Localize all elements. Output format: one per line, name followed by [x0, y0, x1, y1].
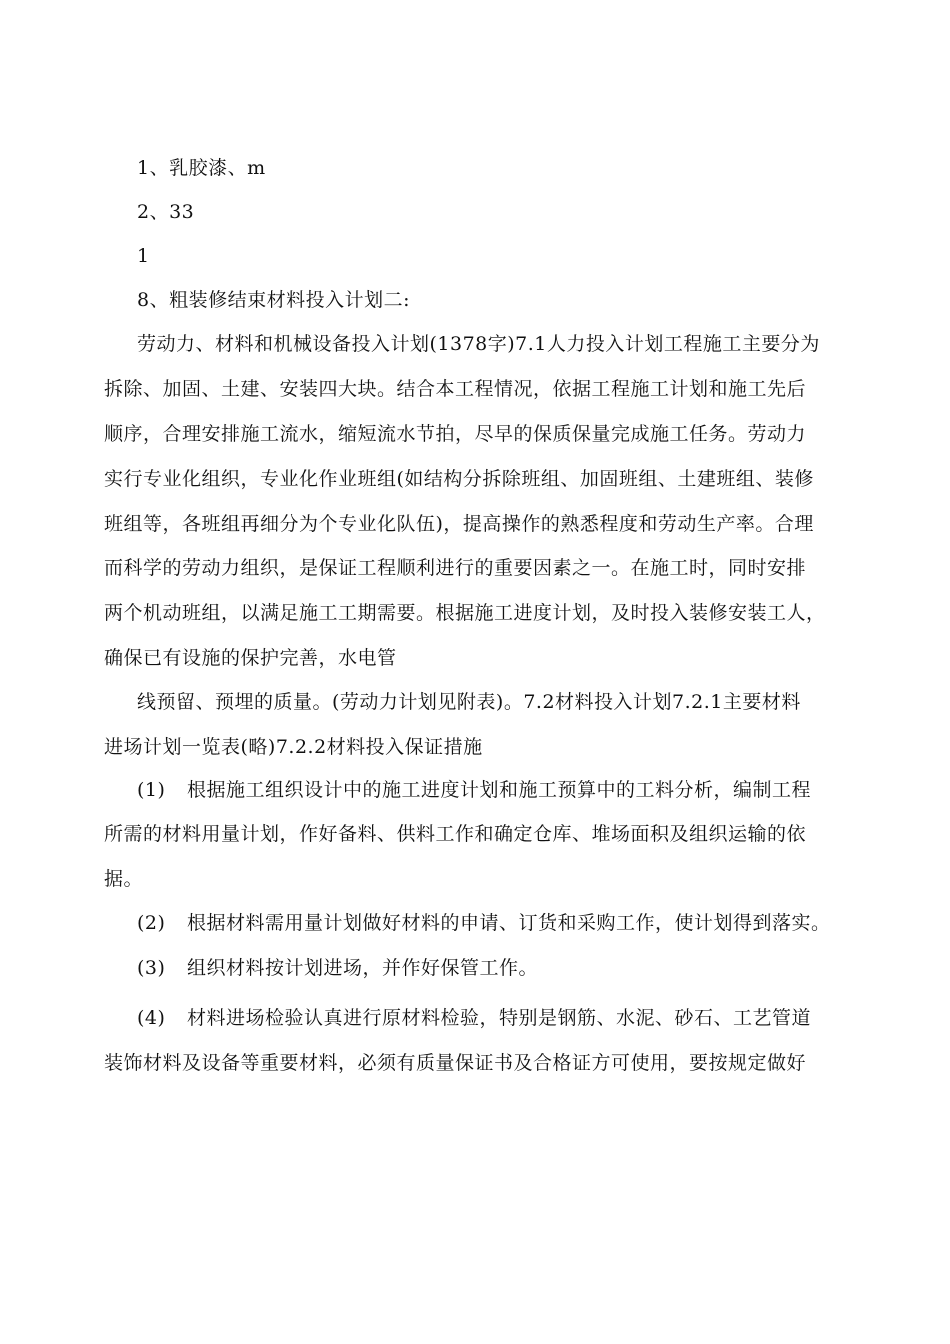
- paragraph-line: 进场计划一览表(略)7.2.2材料投入保证措施: [104, 736, 483, 758]
- paragraph-line: 班组等，各班组再细分为个专业化队伍)，提高操作的熟悉程度和劳动生产率。合理: [104, 513, 814, 535]
- text-line: 2、33: [137, 201, 195, 223]
- paragraph-line: 实行专业化组织，专业化作业班组(如结构分拆除班组、加固班组、土建班组、装修: [104, 468, 814, 490]
- list-item-text: 材料进场检验认真进行原材料检验，特别是钢筋、水泥、砂石、工艺管道: [187, 1007, 812, 1029]
- list-number: (2): [137, 912, 166, 934]
- paragraph-line: 线预留、预埋的质量。(劳动力计划见附表)。7.2材料投入计划7.2.1主要材料: [137, 691, 801, 713]
- paragraph-line: 而科学的劳动力组织，是保证工程顺利进行的重要因素之一。在施工时，同时安排: [104, 557, 807, 579]
- list-item-text: 根据施工组织设计中的施工进度计划和施工预算中的工料分析，编制工程: [187, 779, 812, 801]
- section-heading: 8、粗装修结束材料投入计划二:: [137, 289, 410, 311]
- paragraph-line: 两个机动班组，以满足施工工期需要。根据施工进度计划，及时投入装修安装工人，: [104, 602, 826, 624]
- list-number: (1): [137, 779, 166, 801]
- list-item-text: 根据材料需用量计划做好材料的申请、订货和采购工作，使计划得到落实。: [187, 912, 831, 934]
- list-item-text: 装饰材料及设备等重要材料，必须有质量保证书及合格证方可使用，要按规定做好: [104, 1052, 807, 1074]
- list-item-text: 组织材料按计划进场，并作好保管工作。: [187, 957, 539, 979]
- list-item-text: 据。: [104, 868, 144, 890]
- text-line: 1、乳胶漆、m: [137, 157, 266, 179]
- paragraph-line: 确保已有设施的保护完善，水电管: [104, 647, 397, 669]
- paragraph-line: 顺序，合理安排施工流水，缩短流水节拍，尽早的保质保量完成施工任务。劳动力: [104, 423, 807, 445]
- list-item-text: 所需的材料用量计划，作好备料、供料工作和确定仓库、堆场面积及组织运输的依: [104, 823, 807, 845]
- text-line: 1: [137, 245, 150, 267]
- paragraph-line: 劳动力、材料和机械设备投入计划(1378字)7.1人力投入计划工程施工主要分为: [137, 333, 820, 355]
- paragraph-line: 拆除、加固、土建、安装四大块。结合本工程情况，依据工程施工计划和施工先后: [104, 378, 807, 400]
- list-number: (3): [137, 957, 166, 979]
- list-number: (4): [137, 1007, 166, 1029]
